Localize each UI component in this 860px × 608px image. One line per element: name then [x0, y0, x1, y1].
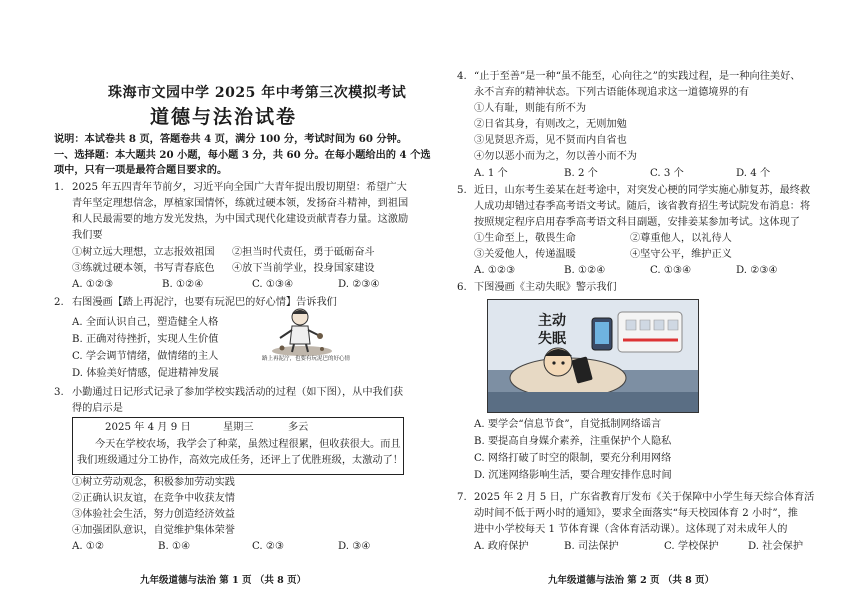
question-stem-line: 青年坚定理想信念，厚植家国情怀，练就过硬本领，发扬奋斗精神，到祖国 — [72, 198, 409, 209]
exam-instructions: 说明：本试卷共 8 页，答题卷共 4 页，满分 100 分，考试时间为 60 分钟。 — [54, 133, 408, 145]
question-stem: 下图漫画《主动失眠》警示我们 — [474, 282, 617, 293]
question-stem-line: 2025 年五四青年节前夕，习近平向全国广大青年提出殷切期望：希望广大 — [72, 182, 407, 193]
page-footer: 九年级道德与法治 第 2 页 （共 8 页） — [548, 575, 715, 586]
statement-option: ①树立远大理想，立志报效祖国 — [72, 247, 215, 258]
answer-choice: C. ①③④ — [650, 265, 692, 276]
question-stem-line: 人成功却错过春季高考语文考试。随后，该省教育招生考试院发布消息：将 — [474, 201, 811, 212]
question-stem-line: 动时间不低于两小时的通知》，要求全面落实“每天校园体育 2 小时”，推 — [474, 508, 798, 519]
statement-option: ①树立劳动观念，积极参加劳动实践 — [72, 477, 235, 488]
statement-option: ②正确认识友谊，在竞争中收获友情 — [72, 493, 235, 504]
answer-choice: B. ①②④ — [162, 279, 204, 290]
question-stem: 右图漫画【踏上再泥泞，也要有玩泥巴的好心情】告诉我们 — [72, 297, 337, 308]
answer-choice: A. 全面认识自己，塑造健全人格 — [72, 317, 219, 328]
comic-label-line2: 失眠 — [538, 331, 566, 347]
question-stem-line: 进中小学校每天 1 节体育课（含体育活动课）。这体现了对未成年人的 — [474, 524, 788, 535]
comic-label-line1: 主动 — [538, 313, 566, 329]
question-stem-line: 2025 年 2 月 5 日，广东省教育厅发布《关于保障中小学生每天综合体育活 — [474, 492, 815, 503]
answer-choice: D. 社会保护 — [748, 541, 804, 552]
section-heading-line1: 一、选择题：本大题共 20 小题，每小题 3 分，共 60 分。在每小题给出的 4 个选 — [54, 149, 431, 161]
question-stem-line: 永不言弃的精神状态。下列古语能体现追求这一道德境界的有 — [474, 87, 750, 98]
statement-option: ④加强团队意识，自觉维护集体荣誉 — [72, 525, 235, 536]
school-title: 珠海市文园中学 2025 年中考第三次模拟考试 — [108, 85, 407, 101]
answer-choice: C. 学会调节情绪，做情绪的主人 — [72, 351, 219, 362]
question-number: 2. — [54, 297, 64, 308]
diary-date: 2025 年 4 月 9 日 — [105, 422, 191, 433]
answer-choice: A. ①②③ — [72, 279, 114, 290]
comic-mud-illustration — [262, 304, 351, 362]
answer-choice: B. 要提高自身媒介素养，注重保护个人隐私 — [474, 436, 672, 447]
statement-option: ③关爱他人，传递温暖 — [474, 249, 576, 260]
question-stem-line: 按照规定程序启用春季高考语文科目副题，安排姜某参加考试。这体现了 — [474, 217, 800, 228]
question-number: 5. — [457, 185, 467, 196]
answer-choice: B. 2 个 — [564, 168, 598, 179]
statement-option: ②担当时代责任，勇于砥砺奋斗 — [232, 247, 375, 258]
question-stem-line: 近日，山东考生姜某在赶考途中，对突发心梗的同学实施心肺复苏，最终救 — [474, 185, 811, 196]
statement-option: ④坚守公平，维护正义 — [630, 249, 732, 260]
diary-text-line: 今天在学校农场，我学会了种菜，虽然过程很累，但收获很大。而且 — [95, 439, 401, 450]
statement-option: ②日省其身，有则改之，无则加勉 — [474, 119, 627, 130]
answer-choice: C. 学校保护 — [664, 541, 719, 552]
question-number: 6. — [457, 282, 467, 293]
question-stem-line: 和人民最需要的地方发光发热，为中国式现代化建设贡献青春力量。这激励 — [72, 214, 409, 225]
answer-choice: A. 1 个 — [474, 168, 508, 179]
question-number: 1. — [54, 182, 64, 193]
answer-choice: D. 沉迷网络影响生活，要合理安排作息时间 — [474, 470, 672, 481]
answer-choice: A. ①② — [72, 541, 105, 552]
statement-option: ①生命至上，敬畏生命 — [474, 233, 576, 244]
statement-option: ③体验社会生活，努力创造经济效益 — [72, 509, 235, 520]
question-stem-line: 得的启示是 — [72, 403, 123, 414]
question-stem-line: “止于至善”是一种“虽不能至，心向往之”的实践过程，是一种向往美好、 — [474, 71, 801, 82]
answer-choice: C. 3 个 — [650, 168, 684, 179]
answer-choice: B. ①④ — [158, 541, 191, 552]
section-heading-line2: 项中，只有一项是最符合题目要求的。 — [54, 164, 228, 176]
statement-option: ③见贤思齐焉，见不贤而内自省也 — [474, 135, 627, 146]
answer-choice: B. 正确对待挫折，实现人生价值 — [72, 334, 219, 345]
comic-insomnia-illustration — [487, 299, 699, 413]
answer-choice: C. ①③④ — [252, 279, 294, 290]
diary-box — [72, 417, 404, 475]
answer-choice: D. ③④ — [338, 541, 371, 552]
statement-option: ①人有耻，则能有所不为 — [474, 103, 587, 114]
answer-choice: B. ①②④ — [564, 265, 606, 276]
comic-caption: 路上再泥泞，也要有玩泥巴的好心情 — [262, 356, 351, 362]
diary-text-line: 我们班级通过分工协作，高效完成任务，还评上了优胜班级，太激动了！ — [77, 455, 403, 466]
answer-choice: B. 司法保护 — [564, 541, 619, 552]
question-number: 4. — [457, 71, 467, 82]
statement-option: ④放下当前学业，投身国家建设 — [232, 263, 375, 274]
question-stem-line: 我们要 — [72, 230, 103, 241]
answer-choice: C. ②③ — [252, 541, 285, 552]
answer-choice: D. 体验美好情感，促进精神发展 — [72, 368, 219, 379]
statement-option: ③练就过硬本领，书写青春底色 — [72, 263, 215, 274]
subject-title: 道德与法治试卷 — [150, 106, 298, 128]
answer-choice: D. ②③④ — [736, 265, 778, 276]
question-number: 3. — [54, 387, 64, 398]
statement-option: ④勿以恶小而为之，勿以善小而不为 — [474, 151, 637, 162]
diary-weather: 多云 — [288, 422, 309, 433]
answer-choice: A. 政府保护 — [474, 541, 529, 552]
diary-weekday: 星期三 — [223, 422, 254, 433]
question-number: 7. — [457, 492, 467, 503]
page-footer: 九年级道德与法治 第 1 页 （共 8 页） — [140, 575, 307, 586]
answer-choice: A. 要学会“信息节食”，自觉抵制网络谣言 — [474, 419, 662, 430]
statement-option: ②尊重他人，以礼待人 — [630, 233, 732, 244]
answer-choice: D. ②③④ — [338, 279, 380, 290]
answer-choice: A. ①②③ — [474, 265, 516, 276]
answer-choice: C. 网络打破了时空的限制，要充分利用网络 — [474, 453, 672, 464]
answer-choice: D. 4 个 — [736, 168, 771, 179]
question-stem-line: 小勤通过日记形式记录了参加学校实践活动的过程（如下图），从中我们获 — [72, 387, 404, 398]
